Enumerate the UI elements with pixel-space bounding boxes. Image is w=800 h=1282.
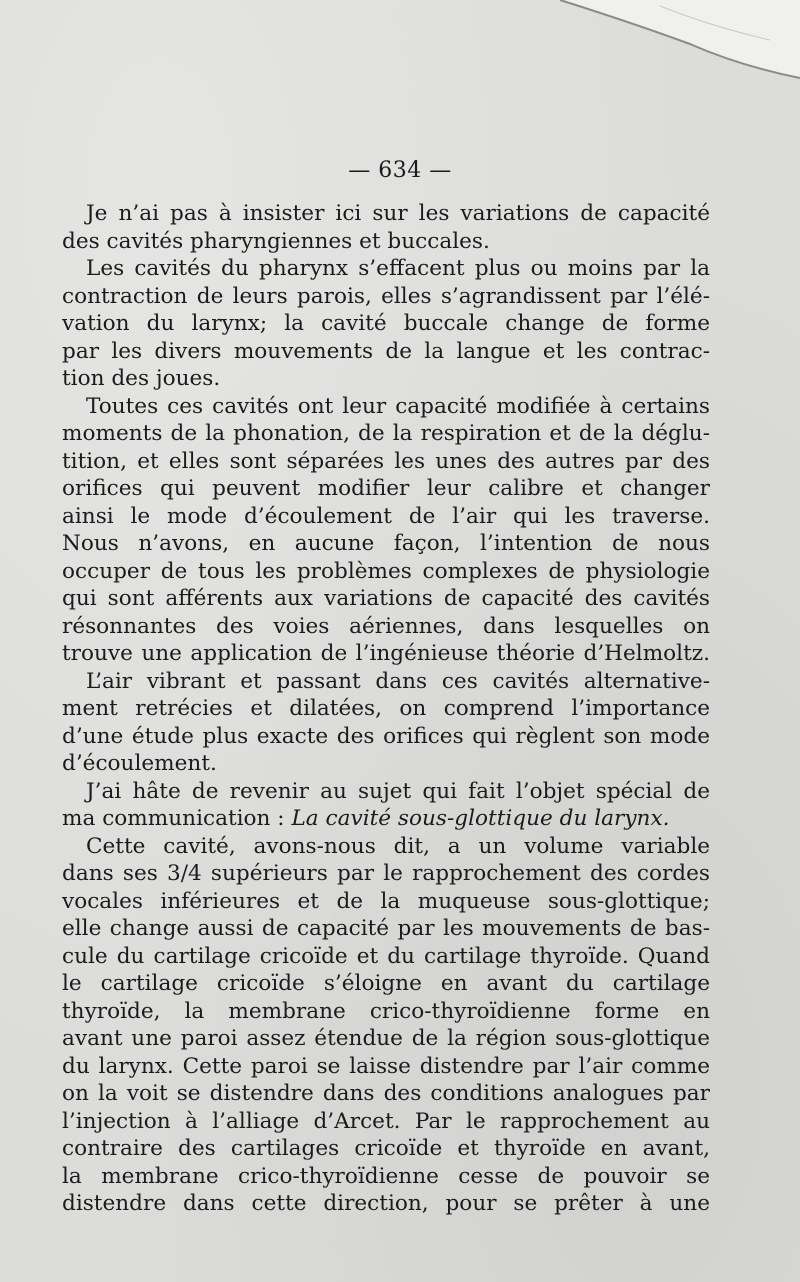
text-line: l’injection à l’alliage d’Arcet. Par le rapprochement au <box>62 1108 710 1134</box>
text-line: tion des joues. <box>62 366 221 391</box>
text-line: cule du cartilage cricoïde et du cartilage thyroïde. Quand <box>62 943 710 969</box>
text-line: occuper de tous les problèmes complexes de physiologie <box>62 558 710 584</box>
text-line: contraction de leurs parois, elles s’agrandissent par l’élé- <box>62 283 710 309</box>
text-line: J’ai hâte de revenir au sujet qui fait l’objet spécial de <box>86 778 710 804</box>
text-line: on la voit se distendre dans des conditions analogues par <box>62 1081 710 1106</box>
text-line: avant une paroi assez étendue de la région sous-glottique <box>62 1026 710 1051</box>
paragraph <box>62 200 710 255</box>
text-line: moments de la phonation, de la respiration et de la déglu- <box>62 421 710 446</box>
text-line: Nous n’avons, en aucune façon, l’intention de nous <box>62 531 710 556</box>
text-line: dans ses 3/4 supérieurs par le rapprochement des cordes <box>62 861 710 886</box>
text-line: vocales inférieures et de la muqueuse sous-glottique; <box>62 888 710 914</box>
folded-corner <box>540 0 800 80</box>
text-line: du larynx. Cette paroi se laisse distendre par l’air comme <box>62 1053 710 1079</box>
text-line: elle change aussi de capacité par les mouvements de bas- <box>62 916 710 941</box>
text-line: ainsi le mode d’écoulement de l’air qui les traverse. <box>62 503 710 529</box>
text-line: d’une étude plus exacte des orifices qui règlent son mode <box>62 723 710 749</box>
text-line: Je n’ai pas à insister ici sur les variations de capacité <box>86 201 710 226</box>
text-line: Cette cavité, avons-nous dit, a un volume variable <box>86 833 710 859</box>
paragraph <box>62 833 710 1218</box>
text-line: contraire des cartilages cricoïde et thyroïde en avant, <box>62 1136 710 1161</box>
text-line: résonnantes des voies aériennes, dans lesquelles on <box>62 613 710 639</box>
text-line: Toutes ces cavités ont leur capacité modifiée à certains <box>86 393 710 419</box>
paragraph <box>62 393 710 668</box>
text-line: distendre dans cette direction, pour se prêter à une <box>62 1191 710 1216</box>
paragraph <box>62 778 710 833</box>
text-line: tition, et elles sont séparées les unes des autres par des <box>62 448 710 474</box>
page-number: — 634 — <box>348 158 452 183</box>
text-line: d’écoulement. <box>62 751 217 776</box>
italic-title: La cavité sous-glottique du larynx. <box>291 806 670 831</box>
text-line: thyroïde, la membrane crico-thyroïdienne forme en <box>62 998 710 1024</box>
text-line: qui sont afférents aux variations de capacité des cavités <box>62 586 710 611</box>
text-line <box>62 805 710 833</box>
paragraph <box>62 255 710 393</box>
text-line: L’air vibrant et passant dans ces cavités alternative- <box>86 668 710 694</box>
text-line: vation du larynx; la cavité buccale change de forme <box>62 311 710 336</box>
text-segment: ma communication : <box>62 806 292 831</box>
text-line: ment retrécies et dilatées, on comprend l’importance <box>62 696 710 721</box>
text-line: orifices qui peuvent modifier leur calibre et changer <box>62 476 710 501</box>
text-line: trouve une application de l’ingénieuse théorie d’Helmoltz. <box>62 641 710 666</box>
body-text <box>62 200 710 1218</box>
text-line: le cartilage cricoïde s’éloigne en avant du cartilage <box>62 971 710 996</box>
text-line: des cavités pharyngiennes et buccales. <box>62 228 490 254</box>
text-line: par les divers mouvements de la langue et les contrac- <box>62 338 710 364</box>
text-line: Les cavités du pharynx s’effacent plus ou moins par la <box>86 256 710 281</box>
text-line: la membrane crico-thyroïdienne cesse de pouvoir se <box>62 1163 710 1189</box>
paragraph <box>62 668 710 778</box>
